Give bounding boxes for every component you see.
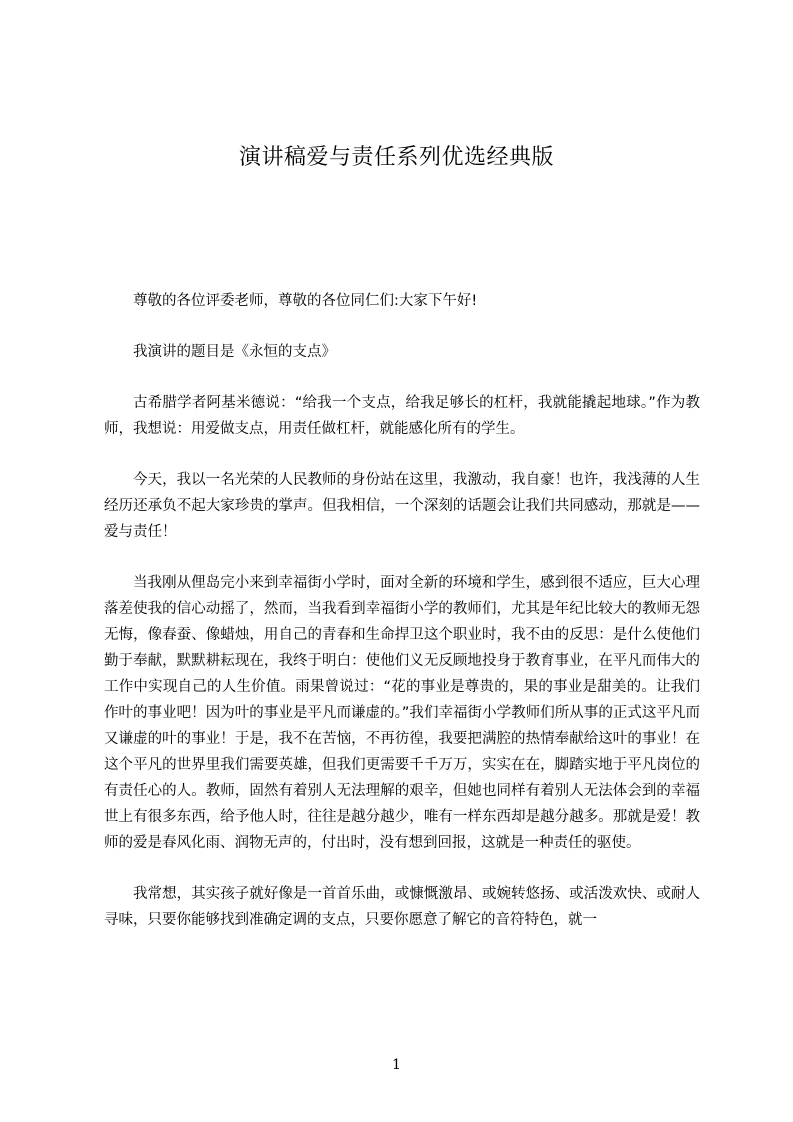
document-body bbox=[104, 288, 700, 933]
paragraph-greeting: 尊敬的各位评委老师，尊敬的各位同仁们:大家下午好! bbox=[133, 293, 478, 309]
document-title: 演讲稿爱与责任系列优选经典版 bbox=[238, 145, 554, 170]
paragraph-music: 我常想，其实孩子就好像是一首首乐曲，或慷慨激昂、或婉转悠扬、或活泼欢快、或耐人寻味，只要你能够找到准确定调的支点，只要你愿意了解它的音符特色，就一 bbox=[104, 886, 700, 928]
page-number: 1 bbox=[392, 1057, 401, 1073]
paragraph-experience: 当我刚从俚岛完小来到幸福街小学时，面对全新的环境和学生，感到很不适应，巨大心理落差使我的信心动摇了，然而，当我看到幸福街小学的教师们，尤其是年纪比较大的教师无怨无悔，像春蚕、像蜡烛，用自己的青春和生命捍卫这个职业时，我不由的反思：是什么使他们勤于奉献，默默耕耘现在，我终于明白：使他们义无反顾地投身于教育事业，在平凡而伟大的工作中实现自己的人生价值。雨果曾说过：“花的事业是尊贵的，果的事业是甜美的。让我们作叶的事业吧！因为叶的事业是平凡而谦虚的。”我们幸福街小学教师们所从事的正式这平凡而又谦虚的叶的事业！于是，我不在苦恼，不再彷徨，我要把满腔的热情奉献给这叶的事业！在这个平凡的世界里我们需要英雄，但我们更需要千千万万，实实在在，脚踏实地于平凡岗位的有责任心的人。教师，固然有着别人无法理解的艰辛，但她也同样有着别人无法体会到的幸福世上有很多东西，给予他人时，往往是越分越少，唯有一样东西却是越分越多。那就是爱！教师的爱是春风化雨、润物无声的，付出时，没有想到回报，这就是一种责任的驱使。 bbox=[104, 575, 700, 851]
paragraph-topic: 我演讲的题目是《永恒的支点》 bbox=[133, 344, 336, 360]
paragraph-today: 今天，我以一名光荣的人民教师的身份站在这里，我激动，我自豪！也许，我浅薄的人生经历还承负不起大家珍贵的掌声。但我相信，一个深刻的话题会让我们共同感动，那就是——爱与责任！ bbox=[104, 472, 700, 540]
paragraph-archimedes: 古希腊学者阿基米德说：“给我一个支点，给我足够长的杠杆，我就能撬起地球。”作为教师，我想说：用爱做支点，用责任做杠杆，就能感化所有的学生。 bbox=[104, 395, 700, 437]
